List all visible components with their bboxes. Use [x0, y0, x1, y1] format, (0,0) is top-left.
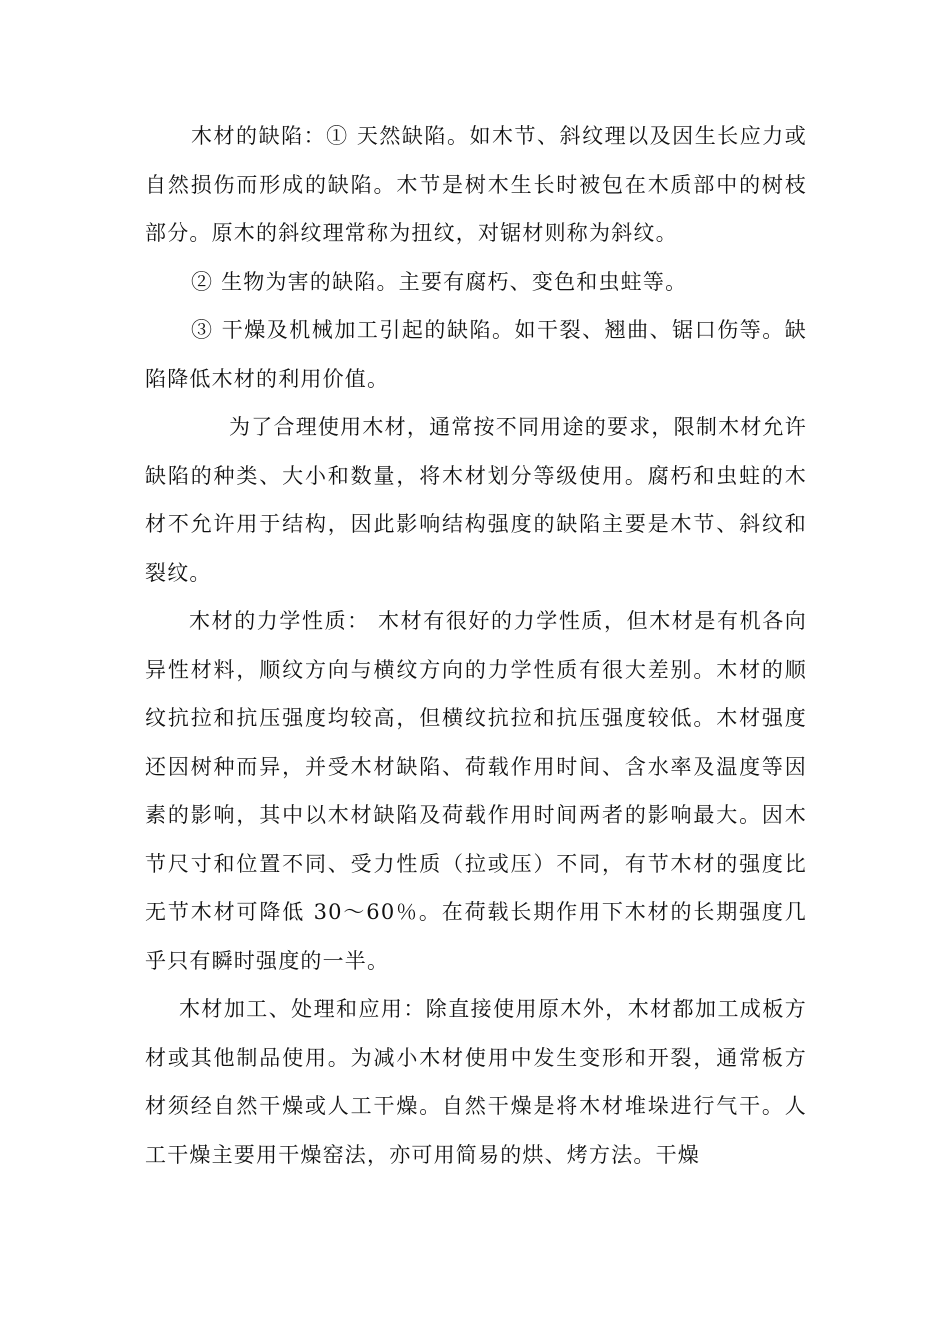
paragraph-mechanical-properties: 木材的力学性质： 木材有很好的力学性质，但木材是有机各向异性材料，顺纹方向与横纹方向的力学性质有很大差别。木材的顺纹抗拉和抗压强度均较高，但横纹抗拉和抗压强度较低。木材强度还因树种而异，并受木材缺陷、荷载作用时间、含水率及温度等因素的影响，其中以木材缺陷及荷载作用时间两者的影响最大。因木节尺寸和位置不同、受力性质（拉或压）不同，有节木材的强度比无节木材可降低 30～60％。在荷载长期作用下木材的长期强度几乎只有瞬时强度的一半。: [145, 609, 807, 973]
paragraph-wood-defects: 木材的缺陷：① 天然缺陷。如木节、斜纹理以及因生长应力或自然损伤而形成的缺陷。木节是树木生长时被包在木质部中的树枝部分。原木的斜纹理常称为扭纹，对锯材则称为斜纹。: [145, 124, 807, 245]
paragraph-biological-defects: ② 生物为害的缺陷。主要有腐朽、变色和虫蛀等。: [191, 269, 688, 294]
paragraph-wood-grading: 为了合理使用木材，通常按不同用途的要求，限制木材允许缺陷的种类、大小和数量，将木材划分等级使用。腐朽和虫蛀的木材不允许用于结构，因此影响结构强度的缺陷主要是木节、斜纹和裂纹。: [145, 415, 807, 585]
paragraph-drying-defects: ③ 干燥及机械加工引起的缺陷。如干裂、翘曲、锯口伤等。缺陷降低木材的利用价值。: [145, 318, 807, 391]
paragraph-processing-application: 木材加工、处理和应用：除直接使用原木外，木材都加工成板方材或其他制品使用。为减小木材使用中发生变形和开裂，通常板方材须经自然干燥或人工干燥。自然干燥是将木材堆垛进行气干。人工干燥主要用干燥窑法，亦可用简易的烘、烤方法。干燥: [145, 997, 807, 1167]
document-body: [145, 112, 807, 1179]
